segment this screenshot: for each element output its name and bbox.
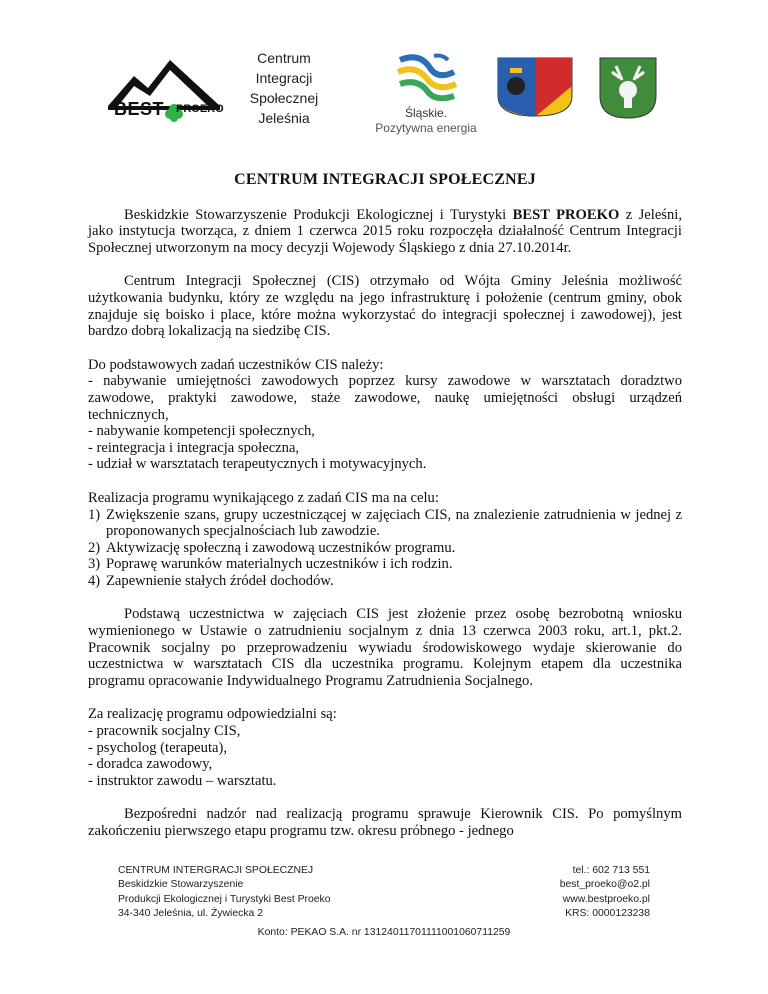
cis-title-line: Społecznej [249, 90, 319, 106]
slaskie-name: Śląskie. [404, 106, 448, 120]
footer-contact [450, 864, 650, 922]
goals-item-text: Zwiększenie szans, grupy uczestniczącej w zajęciach CIS, na znalezienie zatrudnienia w jednej z proponowanych specjalnościach lub zawodzie. [106, 506, 682, 540]
footer-krs: KRS: 0000123238 [565, 908, 650, 920]
document-title: CENTRUM INTEGRACJI SPOŁECZNEJ [234, 171, 536, 188]
goals-item [88, 573, 682, 590]
intro-text-start: Beskidzkie Stowarzyszenie Produkcji Ekologicznej i Turystyki [124, 206, 513, 223]
deer-coat-of-arms-icon [598, 56, 658, 120]
staff-item: - doradca zawodowy, [88, 756, 213, 773]
building-paragraph: Centrum Integracji Społecznej (CIS) otrzymało od Wójta Gminy Jeleśnia możliwość użytkowania budynku, który ze względu na jego infrastrukturę i położenie (centrum gminy, obok znajduje się boisko i place, które można wykorzystać do integracji społecznej i zawodowej), jest bardzo dobrą lokalizacją na siedzibę CIS. [88, 273, 682, 340]
footer-address-line: Produkcji Ekologicznej i Turystyki Best Proeko [118, 893, 331, 905]
goals-item [88, 556, 682, 573]
cis-header-title [244, 48, 324, 128]
best-proeko-logo [104, 54, 224, 122]
cis-title-line: Centrum [257, 50, 311, 66]
tasks-intro: Do podstawowych zadań uczestników CIS należy: [88, 356, 384, 373]
cis-title-line: Jeleśnia [258, 110, 310, 126]
tasks-item: - reintegracja i integracja społeczna, [88, 439, 300, 456]
best-logo-name: BEST [114, 99, 165, 119]
participation-paragraph: Podstawą uczestnictwa w zajęciach CIS jest złożenie przez osobę bezrobotną wniosku wymienionego w Ustawie o zatrudnieniu socjalnym z dnia 13 czerwca 2003 roku, art.1, pkt.2. Pracownik socjalny po przeprowadzeniu wywiadu środowiskowego wydaje skierowanie do uczestnictwa w warsztatach CIS dla uczestnika programu. Kolejnym etapem dla uczestnika programu opracowanie Indywidualnego Programu Zatrudnienia Socjalnego. [88, 606, 682, 689]
slaskie-logo [370, 50, 482, 135]
best-logo-suffix: PROEKO [176, 103, 224, 115]
tasks-item: - nabywanie kompetencji społecznych, [88, 423, 315, 440]
staff-item: - instruktor zawodu – warsztatu. [88, 772, 277, 789]
footer-address [118, 864, 418, 922]
intro-org-name: BEST PROEKO [512, 206, 620, 223]
footer-address-line: Beskidzkie Stowarzyszenie [118, 879, 244, 891]
footer-phone: tel.: 602 713 551 [572, 865, 650, 876]
footer-email: best_proeko@o2.pl [559, 879, 650, 891]
staff-item: - pracownik socjalny CIS, [88, 723, 241, 740]
goals-item-text: Poprawę warunków materialnych uczestników i ich rodzin. [106, 556, 453, 573]
cis-title-line: Integracji [255, 70, 313, 86]
tasks-item: - udział w warsztatach terapeutycznych i motywacyjnych. [88, 456, 427, 473]
footer-address-line: CENTRUM INTERGRACJI SPOŁECZNEJ [118, 865, 314, 876]
supervision-paragraph: Bezpośredni nadzór nad realizacją programu sprawuje Kierownik CIS. Po pomyślnym zakończeniu pierwszego etapu programu tzw. okresu próbnego - jednego [88, 806, 682, 839]
slaskie-slogan: Pozytywna energia [375, 121, 477, 135]
intro-text-end: z Jeleśni, jako instytucja tworząca, z dniem 1 czerwca 2015 roku rozpoczęła działalność Centrum Integracji Społecznej utworzonym na mocy decyzji Wojewody Śląskiego z dnia 27.10.2014r. [88, 206, 682, 256]
slaskie-wave-logo-icon [370, 50, 482, 106]
goals-item-number: 2) [88, 539, 101, 556]
goals-item-number: 4) [88, 572, 101, 589]
goals-item [88, 540, 682, 557]
goals-list [88, 507, 682, 590]
document-body [88, 172, 682, 840]
footer-address-line: 34-340 Jeleśnia, ul. Żywiecka 2 [118, 908, 263, 920]
staff-item: - psycholog (terapeuta), [88, 739, 227, 756]
goals-item-text: Aktywizację społeczną i zawodową uczestników programu. [106, 539, 456, 556]
letterhead [0, 38, 768, 138]
goals-item-text: Zapewnienie stałych źródeł dochodów. [106, 572, 334, 589]
bison-coat-of-arms-icon [496, 56, 574, 118]
goals-item-number: 3) [88, 556, 101, 573]
goals-item-number: 1) [88, 506, 101, 523]
goals-item [88, 507, 682, 540]
intro-paragraph [88, 207, 682, 257]
staff-intro: Za realizację programu odpowiedzialni są: [88, 706, 337, 723]
footer-bank-account: Konto: PEKAO S.A. nr 13124011701111001060711259 [257, 927, 511, 938]
goals-intro: Realizacja programu wynikającego z zadań CIS ma na celu: [88, 489, 439, 506]
tasks-item: - nabywanie umiejętności zawodowych poprzez kursy zawodowe w warsztatach doradztwo zawodowe, praktyki zawodowe, staże zawodowe, naukę umiejętności obsługi urządzeń technicznych, [88, 373, 682, 423]
footer-website: www.bestproeko.pl [562, 893, 650, 905]
